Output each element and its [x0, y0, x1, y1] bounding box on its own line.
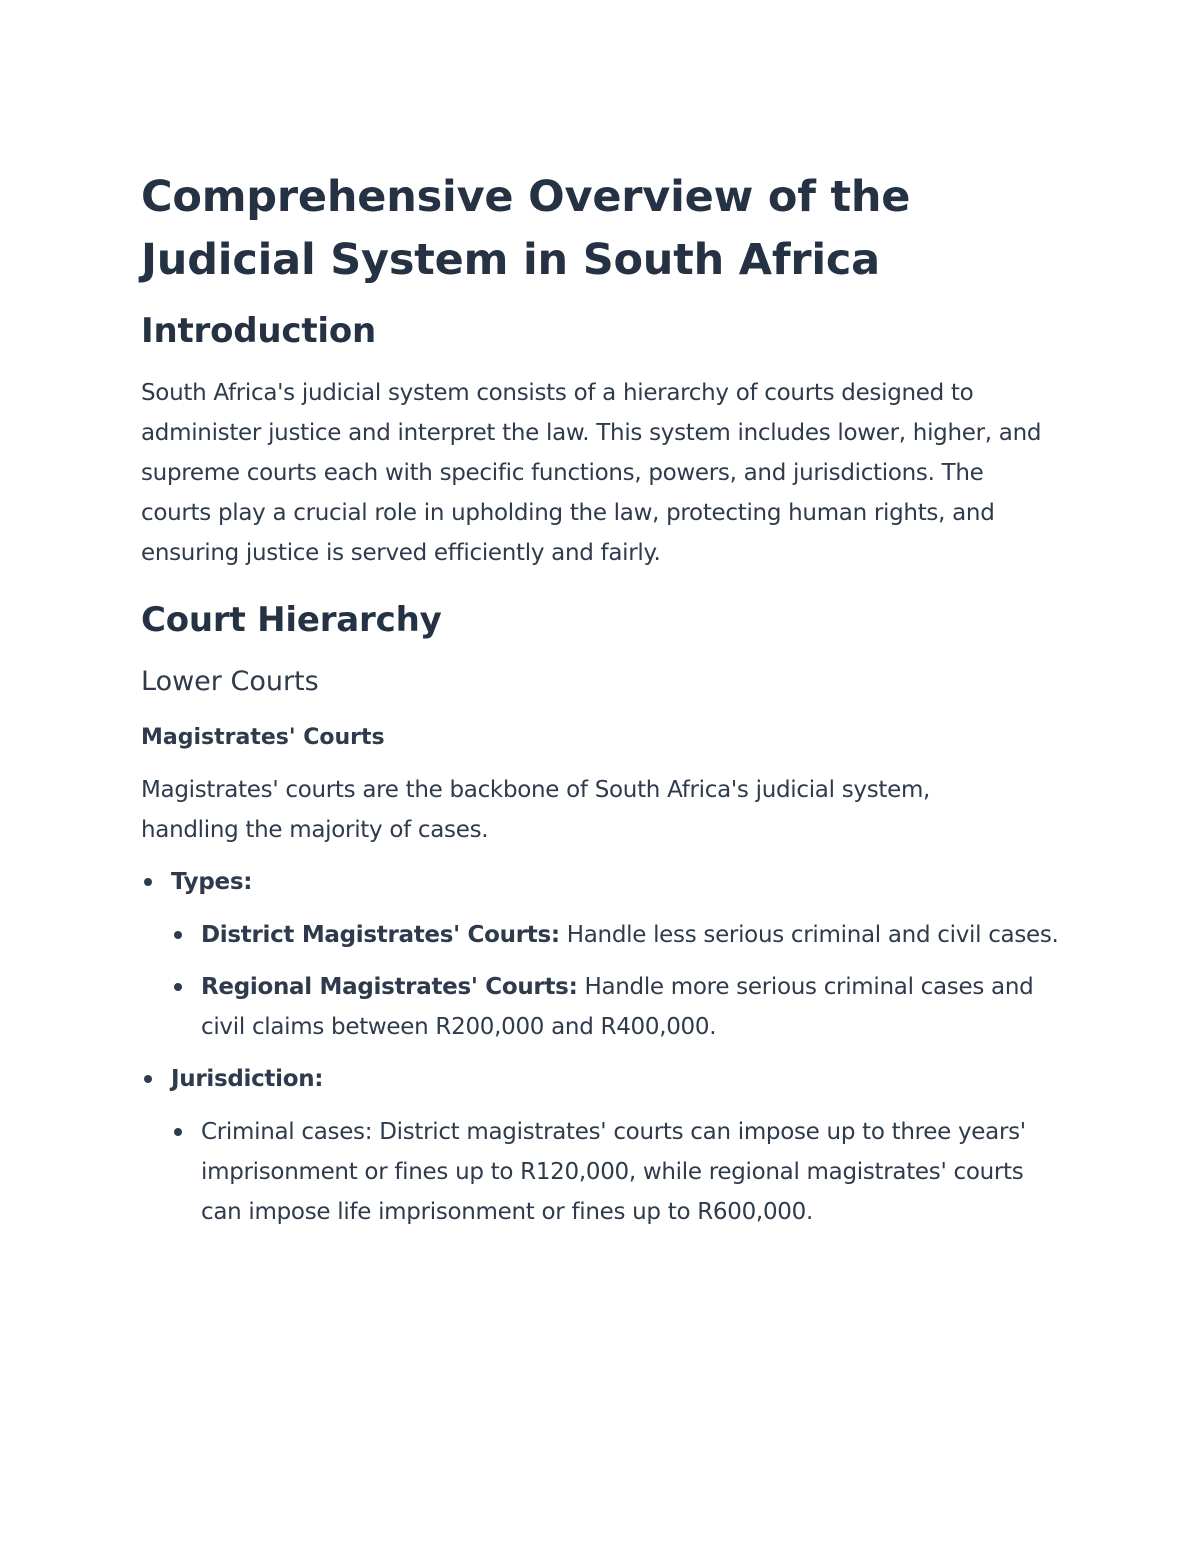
- bullet-icon: [174, 931, 182, 939]
- magistrates-courts-paragraph: Magistrates' courts are the backbone of South Africa's judicial system, handling the majority of cases.: [141, 777, 931, 843]
- jurisdiction-list-item: [141, 1059, 1061, 1232]
- types-label: Types:: [171, 869, 253, 895]
- bullet-icon: [174, 983, 182, 991]
- jurisdiction-label: Jurisdiction:: [171, 1066, 324, 1092]
- document-title: [141, 166, 1061, 292]
- list-item-term: District Magistrates' Courts:: [201, 922, 560, 948]
- introduction-paragraph: South Africa's judicial system consists of a hierarchy of courts designed to administer justice and interpret the law. This system includes lower, higher, and supreme courts each with specific functions, powers, and jurisdictions. The courts play a crucial role in upholding the law, protecting human rights, and ensuring justice is served efficiently and fairly.: [141, 380, 1042, 566]
- jurisdiction-sublist: [171, 1112, 1061, 1232]
- bullet-icon: [144, 878, 152, 886]
- document-page: [141, 166, 1061, 1232]
- list-item-text: Handle more serious criminal cases and civil claims between R200,000 and R400,000.: [201, 974, 1034, 1040]
- list-item: [171, 915, 1061, 955]
- document-title-line-2: Judicial System in South Africa: [141, 235, 880, 285]
- introduction-heading: Introduction: [141, 311, 377, 351]
- list-item: [171, 1112, 1061, 1232]
- magistrates-courts-heading: Magistrates' Courts: [141, 725, 385, 750]
- lower-courts-heading: Lower Courts: [141, 666, 319, 697]
- list-item-text: Criminal cases: District magistrates' courts can impose up to three years' imprisonment or fines up to R120,000, while regional magistrates' courts can impose life imprisonment or fines up to R600,000.: [201, 1119, 1026, 1225]
- list-item-text: Handle less serious criminal and civil cases.: [559, 922, 1059, 948]
- bullet-icon: [174, 1128, 182, 1136]
- types-list-item: [141, 862, 1061, 1047]
- list-item: [171, 967, 1061, 1047]
- document-title-line-1: Comprehensive Overview of the: [141, 172, 911, 222]
- list-item-term: Regional Magistrates' Courts:: [201, 974, 578, 1000]
- magistrates-details-list: [141, 862, 1061, 1232]
- types-sublist: [171, 915, 1061, 1047]
- court-hierarchy-heading: Court Hierarchy: [141, 600, 442, 640]
- bullet-icon: [144, 1075, 152, 1083]
